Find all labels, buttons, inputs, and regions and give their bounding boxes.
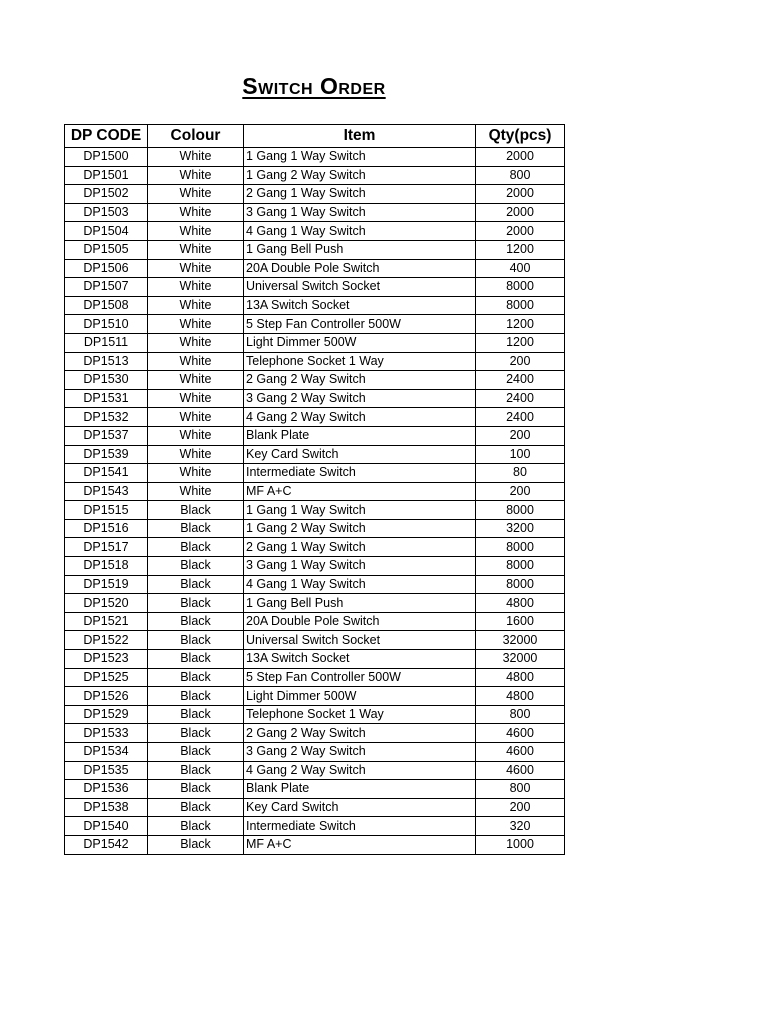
qty-cell: 200 [476,482,565,501]
item-cell: 5 Step Fan Controller 500W [244,315,476,334]
item-cell: 1 Gang 2 Way Switch [244,166,476,185]
colour-cell: White [148,222,244,241]
qty-cell: 320 [476,817,565,836]
colour-cell: Black [148,557,244,576]
item-cell: 13A Switch Socket [244,650,476,669]
qty-cell: 2400 [476,371,565,390]
item-cell: MF A+C [244,835,476,854]
table-row [65,817,565,836]
item-cell: Telephone Socket 1 Way [244,352,476,371]
qty-cell: 2000 [476,185,565,204]
colour-cell: Black [148,705,244,724]
dp-code-cell: DP1504 [65,222,148,241]
header-dp-code: DP CODE [65,125,148,148]
dp-code-cell: DP1519 [65,575,148,594]
order-table [64,124,565,855]
qty-cell: 800 [476,166,565,185]
colour-cell: Black [148,501,244,520]
colour-cell: White [148,389,244,408]
item-cell: 4 Gang 1 Way Switch [244,575,476,594]
table-row [65,631,565,650]
colour-cell: Black [148,780,244,799]
item-cell: MF A+C [244,482,476,501]
table-row [65,185,565,204]
item-cell: 1 Gang 2 Way Switch [244,519,476,538]
table-row [65,333,565,352]
colour-cell: White [148,482,244,501]
colour-cell: White [148,203,244,222]
colour-cell: Black [148,575,244,594]
colour-cell: White [148,240,244,259]
item-cell: 2 Gang 1 Way Switch [244,185,476,204]
colour-cell: White [148,148,244,167]
header-qty: Qty(pcs) [476,125,565,148]
qty-cell: 2000 [476,148,565,167]
table-row [65,389,565,408]
dp-code-cell: DP1530 [65,371,148,390]
qty-cell: 1200 [476,240,565,259]
table-row [65,780,565,799]
qty-cell: 200 [476,426,565,445]
item-cell: 4 Gang 2 Way Switch [244,761,476,780]
item-cell: Intermediate Switch [244,464,476,483]
dp-code-cell: DP1535 [65,761,148,780]
table-row [65,240,565,259]
colour-cell: Black [148,631,244,650]
dp-code-cell: DP1543 [65,482,148,501]
colour-cell: Black [148,594,244,613]
table-row [65,166,565,185]
table-row [65,371,565,390]
qty-cell: 8000 [476,575,565,594]
dp-code-cell: DP1540 [65,817,148,836]
colour-cell: Black [148,761,244,780]
table-row [65,259,565,278]
colour-cell: White [148,278,244,297]
table-header [65,125,565,148]
table-row [65,835,565,854]
table-row [65,761,565,780]
dp-code-cell: DP1516 [65,519,148,538]
item-cell: 3 Gang 2 Way Switch [244,389,476,408]
dp-code-cell: DP1534 [65,743,148,762]
item-cell: 3 Gang 1 Way Switch [244,203,476,222]
colour-cell: White [148,408,244,427]
table-row [65,519,565,538]
item-cell: Blank Plate [244,780,476,799]
colour-cell: Black [148,743,244,762]
dp-code-cell: DP1500 [65,148,148,167]
dp-code-cell: DP1513 [65,352,148,371]
item-cell: 1 Gang Bell Push [244,594,476,613]
qty-cell: 200 [476,352,565,371]
item-cell: Intermediate Switch [244,817,476,836]
item-cell: Blank Plate [244,426,476,445]
qty-cell: 2000 [476,203,565,222]
dp-code-cell: DP1539 [65,445,148,464]
item-cell: 20A Double Pole Switch [244,612,476,631]
item-cell: 3 Gang 1 Way Switch [244,557,476,576]
qty-cell: 4800 [476,668,565,687]
dp-code-cell: DP1521 [65,612,148,631]
table-row [65,798,565,817]
table-row [65,501,565,520]
qty-cell: 8000 [476,557,565,576]
dp-code-cell: DP1503 [65,203,148,222]
dp-code-cell: DP1507 [65,278,148,297]
dp-code-cell: DP1502 [65,185,148,204]
dp-code-cell: DP1510 [65,315,148,334]
dp-code-cell: DP1520 [65,594,148,613]
qty-cell: 1600 [476,612,565,631]
qty-cell: 80 [476,464,565,483]
item-cell: 1 Gang Bell Push [244,240,476,259]
dp-code-cell: DP1538 [65,798,148,817]
qty-cell: 32000 [476,631,565,650]
colour-cell: Black [148,650,244,669]
colour-cell: White [148,333,244,352]
qty-cell: 8000 [476,501,565,520]
colour-cell: White [148,259,244,278]
dp-code-cell: DP1536 [65,780,148,799]
colour-cell: Black [148,687,244,706]
table-row [65,148,565,167]
dp-code-cell: DP1525 [65,668,148,687]
item-cell: Light Dimmer 500W [244,687,476,706]
table-row [65,743,565,762]
item-cell: 4 Gang 2 Way Switch [244,408,476,427]
colour-cell: Black [148,835,244,854]
dp-code-cell: DP1508 [65,296,148,315]
dp-code-cell: DP1529 [65,705,148,724]
qty-cell: 400 [476,259,565,278]
item-cell: 1 Gang 1 Way Switch [244,148,476,167]
table-row [65,482,565,501]
table-row [65,445,565,464]
colour-cell: White [148,464,244,483]
qty-cell: 1000 [476,835,565,854]
qty-cell: 200 [476,798,565,817]
qty-cell: 800 [476,780,565,799]
table-row [65,222,565,241]
table-row [65,575,565,594]
table-row [65,538,565,557]
table-row [65,296,565,315]
item-cell: 2 Gang 2 Way Switch [244,371,476,390]
colour-cell: White [148,371,244,390]
qty-cell: 2400 [476,389,565,408]
dp-code-cell: DP1542 [65,835,148,854]
colour-cell: White [148,352,244,371]
table-row [65,426,565,445]
item-cell: Key Card Switch [244,445,476,464]
colour-cell: Black [148,519,244,538]
qty-cell: 4600 [476,724,565,743]
qty-cell: 4600 [476,761,565,780]
item-cell: Universal Switch Socket [244,631,476,650]
header-row [65,125,565,148]
dp-code-cell: DP1537 [65,426,148,445]
qty-cell: 2400 [476,408,565,427]
dp-code-cell: DP1505 [65,240,148,259]
table-row [65,408,565,427]
colour-cell: White [148,166,244,185]
table-row [65,464,565,483]
dp-code-cell: DP1531 [65,389,148,408]
dp-code-cell: DP1515 [65,501,148,520]
table-body [65,148,565,855]
qty-cell: 32000 [476,650,565,669]
colour-cell: Black [148,668,244,687]
item-cell: 3 Gang 2 Way Switch [244,743,476,762]
table-row [65,612,565,631]
colour-cell: Black [148,538,244,557]
colour-cell: Black [148,798,244,817]
dp-code-cell: DP1518 [65,557,148,576]
dp-code-cell: DP1501 [65,166,148,185]
qty-cell: 100 [476,445,565,464]
table-row [65,668,565,687]
table-row [65,315,565,334]
colour-cell: White [148,445,244,464]
qty-cell: 2000 [476,222,565,241]
table-row [65,650,565,669]
item-cell: 4 Gang 1 Way Switch [244,222,476,241]
item-cell: Light Dimmer 500W [244,333,476,352]
qty-cell: 8000 [476,538,565,557]
qty-cell: 800 [476,705,565,724]
dp-code-cell: DP1517 [65,538,148,557]
item-cell: 2 Gang 1 Way Switch [244,538,476,557]
table-row [65,352,565,371]
item-cell: 20A Double Pole Switch [244,259,476,278]
dp-code-cell: DP1506 [65,259,148,278]
document-title: Switch Order [242,73,386,99]
dp-code-cell: DP1526 [65,687,148,706]
table-row [65,557,565,576]
qty-cell: 4800 [476,687,565,706]
colour-cell: White [148,185,244,204]
colour-cell: White [148,426,244,445]
colour-cell: Black [148,612,244,631]
item-cell: 13A Switch Socket [244,296,476,315]
item-cell: 1 Gang 1 Way Switch [244,501,476,520]
dp-code-cell: DP1511 [65,333,148,352]
item-cell: 2 Gang 2 Way Switch [244,724,476,743]
qty-cell: 1200 [476,315,565,334]
colour-cell: Black [148,817,244,836]
header-colour: Colour [148,125,244,148]
colour-cell: Black [148,724,244,743]
item-cell: Telephone Socket 1 Way [244,705,476,724]
table-row [65,594,565,613]
colour-cell: White [148,296,244,315]
dp-code-cell: DP1522 [65,631,148,650]
dp-code-cell: DP1533 [65,724,148,743]
table-row [65,724,565,743]
table-row [65,278,565,297]
dp-code-cell: DP1541 [65,464,148,483]
item-cell: 5 Step Fan Controller 500W [244,668,476,687]
qty-cell: 8000 [476,278,565,297]
qty-cell: 1200 [476,333,565,352]
qty-cell: 3200 [476,519,565,538]
qty-cell: 4600 [476,743,565,762]
dp-code-cell: DP1523 [65,650,148,669]
table-row [65,687,565,706]
header-item: Item [244,125,476,148]
table-row [65,705,565,724]
qty-cell: 8000 [476,296,565,315]
table-row [65,203,565,222]
item-cell: Key Card Switch [244,798,476,817]
colour-cell: White [148,315,244,334]
qty-cell: 4800 [476,594,565,613]
item-cell: Universal Switch Socket [244,278,476,297]
dp-code-cell: DP1532 [65,408,148,427]
